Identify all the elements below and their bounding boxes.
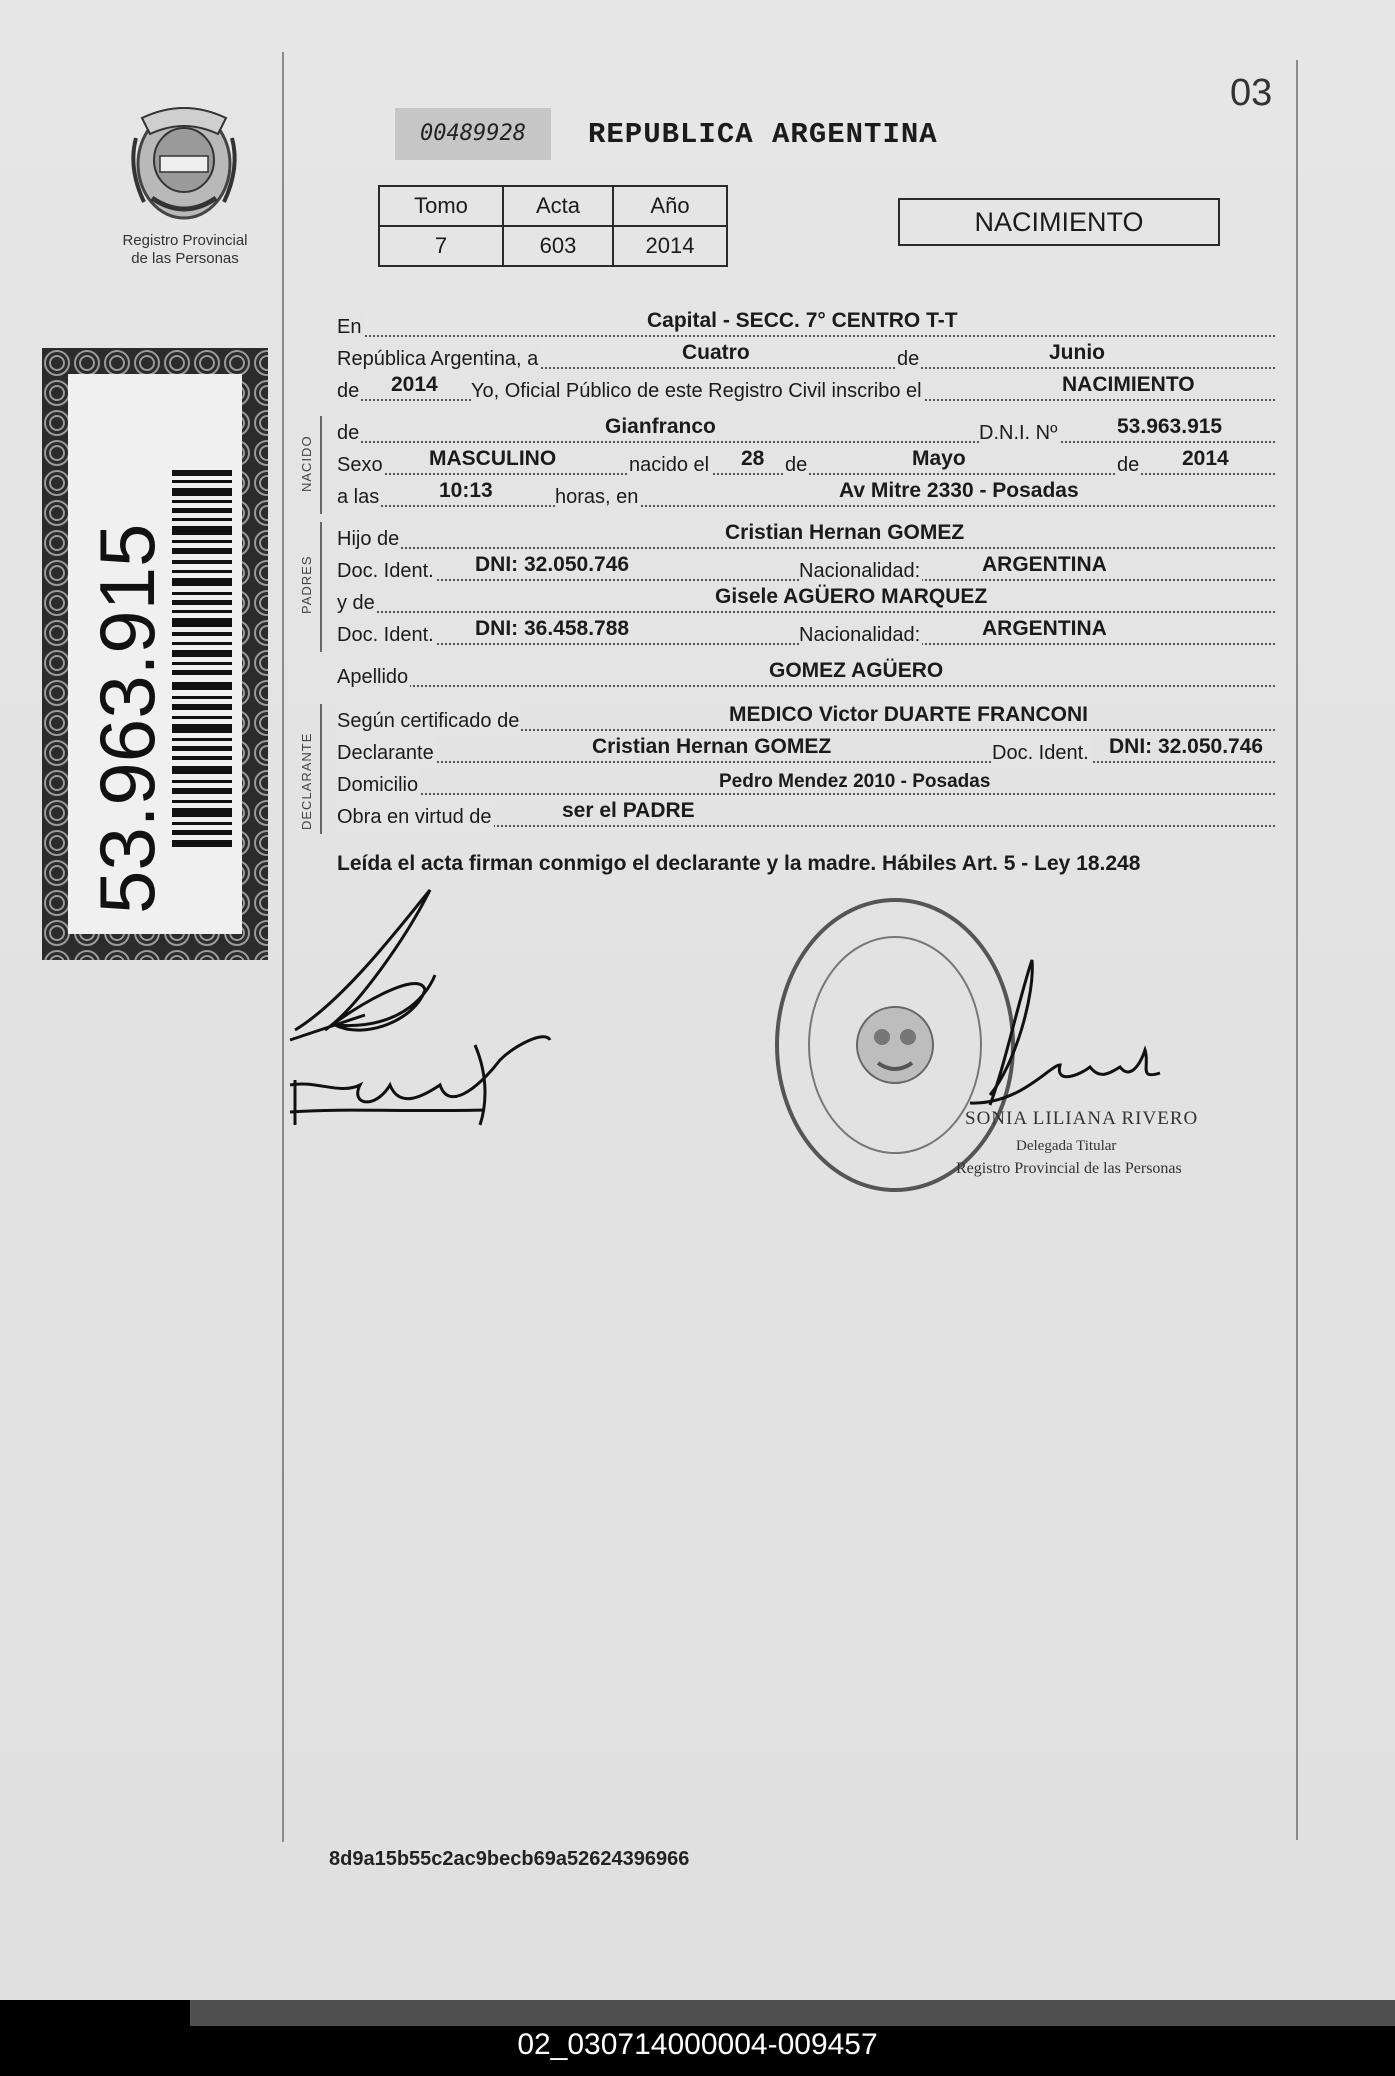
value-declarante-doc: DNI: 32.050.746 [1109, 735, 1264, 758]
label-doc-padre: Doc. Ident. [337, 556, 436, 586]
province-emblem-icon [122, 98, 246, 226]
row-lugar [337, 309, 1275, 342]
label-obra-en-virtud: Obra en virtud de [337, 802, 494, 832]
scan-file-id: 02_030714000004-009457 [517, 2028, 878, 2061]
ref-value-anio: 2014 [613, 226, 727, 266]
document-hash: 8d9a15b55c2ac9becb69a52624396966 [329, 1848, 690, 1870]
ref-header-tomo: Tomo [379, 186, 503, 226]
value-declarante: Cristian Hernan GOMEZ [592, 735, 832, 758]
barcode-icon [172, 470, 232, 850]
barcode-label [68, 374, 242, 934]
section-padres: PADRES [299, 555, 314, 614]
value-lugar: Capital - SECC. 7° CENTRO T-T [647, 309, 958, 332]
official-org: Registro Provincial de las Personas [956, 1160, 1182, 1177]
label-nacionalidad-madre: Nacionalidad: [799, 620, 922, 650]
row-obra-en-virtud [337, 799, 1275, 832]
value-mes-inscripcion: Junio [1049, 341, 1105, 364]
value-sexo: MASCULINO [429, 447, 557, 470]
section-declarante: DECLARANTE [299, 732, 314, 830]
official-signature-icon [960, 955, 1200, 1125]
value-anio-inscripcion: 2014 [391, 373, 438, 396]
label-nacido-el: nacido el [629, 450, 711, 480]
label-horas-en: horas, en [555, 482, 640, 512]
ref-value-acta: 603 [503, 226, 613, 266]
label-nacionalidad-padre: Nacionalidad: [799, 556, 922, 586]
registry-name: Registro Provincial de las Personas [122, 232, 248, 267]
record-type-box: NACIMIENTO [898, 198, 1220, 246]
label-yo-oficial: Yo, Oficial Público de este Registro Civil inscribo el [471, 376, 924, 406]
barcode-card [42, 348, 268, 960]
scan-footer-strip [190, 2000, 1395, 2026]
value-tipo: NACIMIENTO [1062, 373, 1195, 396]
label-en: En [337, 312, 363, 342]
label-declarante: Declarante [337, 738, 436, 768]
label-de-dia: de [785, 450, 809, 480]
row-inscripcion [337, 373, 1275, 406]
value-lugar-nacimiento: Av Mitre 2330 - Posadas [839, 479, 1079, 502]
label-doc-declarante: Doc. Ident. [992, 738, 1091, 768]
label-domicilio: Domicilio [337, 770, 420, 800]
closing-statement: Leída el acta firman conmigo el declarante y la madre. Hábiles Art. 5 - Ley 18.248 [337, 852, 1141, 875]
barcode-number: 53.963.915 [83, 523, 171, 914]
section-nacido: NACIDO [299, 435, 314, 492]
value-dia-nacimiento: 28 [741, 447, 765, 470]
official-name: SONIA LILIANA RIVERO [965, 1108, 1199, 1129]
row-madre-doc [337, 617, 1275, 650]
value-madre-nacionalidad: ARGENTINA [982, 617, 1107, 640]
value-domicilio: Pedro Mendez 2010 - Posadas [719, 771, 991, 792]
declarant-signature-icon [285, 880, 555, 1140]
country-title: REPUBLICA ARGENTINA [588, 118, 938, 151]
ref-header-anio: Año [613, 186, 727, 226]
label-sexo: Sexo [337, 450, 385, 480]
label-y-de: y de [337, 588, 377, 618]
row-declarante [337, 735, 1275, 768]
label-de-anio2: de [1117, 450, 1141, 480]
serial-number: 00489928 [395, 108, 551, 160]
value-hora: 10:13 [439, 479, 493, 502]
ref-value-tomo: 7 [379, 226, 503, 266]
value-padre: Cristian Hernan GOMEZ [725, 521, 965, 544]
left-margin-line [282, 52, 284, 1842]
label-hijo-de: Hijo de [337, 524, 401, 554]
value-apellido: GOMEZ AGÜERO [769, 659, 944, 682]
value-certificado: MEDICO Victor DUARTE FRANCONI [729, 703, 1088, 726]
page-number: 03 [1230, 72, 1273, 114]
bracket-padres [320, 522, 322, 652]
value-madre-doc: DNI: 36.458.788 [475, 617, 630, 640]
value-obra-en-virtud: ser el PADRE [562, 799, 695, 822]
reference-table [378, 185, 728, 267]
value-madre: Gisele AGÜERO MARQUEZ [715, 585, 988, 608]
row-hora [337, 479, 1275, 512]
value-dni: 53.963.915 [1117, 415, 1223, 438]
bracket-nacido [320, 416, 322, 514]
value-nombre: Gianfranco [605, 415, 716, 438]
label-dni: D.N.I. Nº [979, 418, 1059, 448]
right-margin-line [1296, 60, 1298, 1840]
label-de-nombre: de [337, 418, 361, 448]
label-de-mes: de [897, 344, 921, 374]
bracket-declarante [320, 704, 322, 834]
row-domicilio [337, 770, 1275, 800]
label-doc-madre: Doc. Ident. [337, 620, 436, 650]
value-padre-doc: DNI: 32.050.746 [475, 553, 630, 576]
label-a-las: a las [337, 482, 381, 512]
row-apellido [337, 659, 1275, 692]
value-mes-nacimiento: Mayo [912, 447, 966, 470]
official-title: Delegada Titular [1016, 1138, 1117, 1154]
label-republica: República Argentina, a [337, 344, 540, 374]
value-anio-nacimiento: 2014 [1182, 447, 1229, 470]
value-dia-inscripcion: Cuatro [682, 341, 750, 364]
label-de-anio: de [337, 376, 361, 406]
label-apellido: Apellido [337, 662, 410, 692]
value-padre-nacionalidad: ARGENTINA [982, 553, 1107, 576]
label-certificado: Según certificado de [337, 706, 521, 736]
ref-header-acta: Acta [503, 186, 613, 226]
